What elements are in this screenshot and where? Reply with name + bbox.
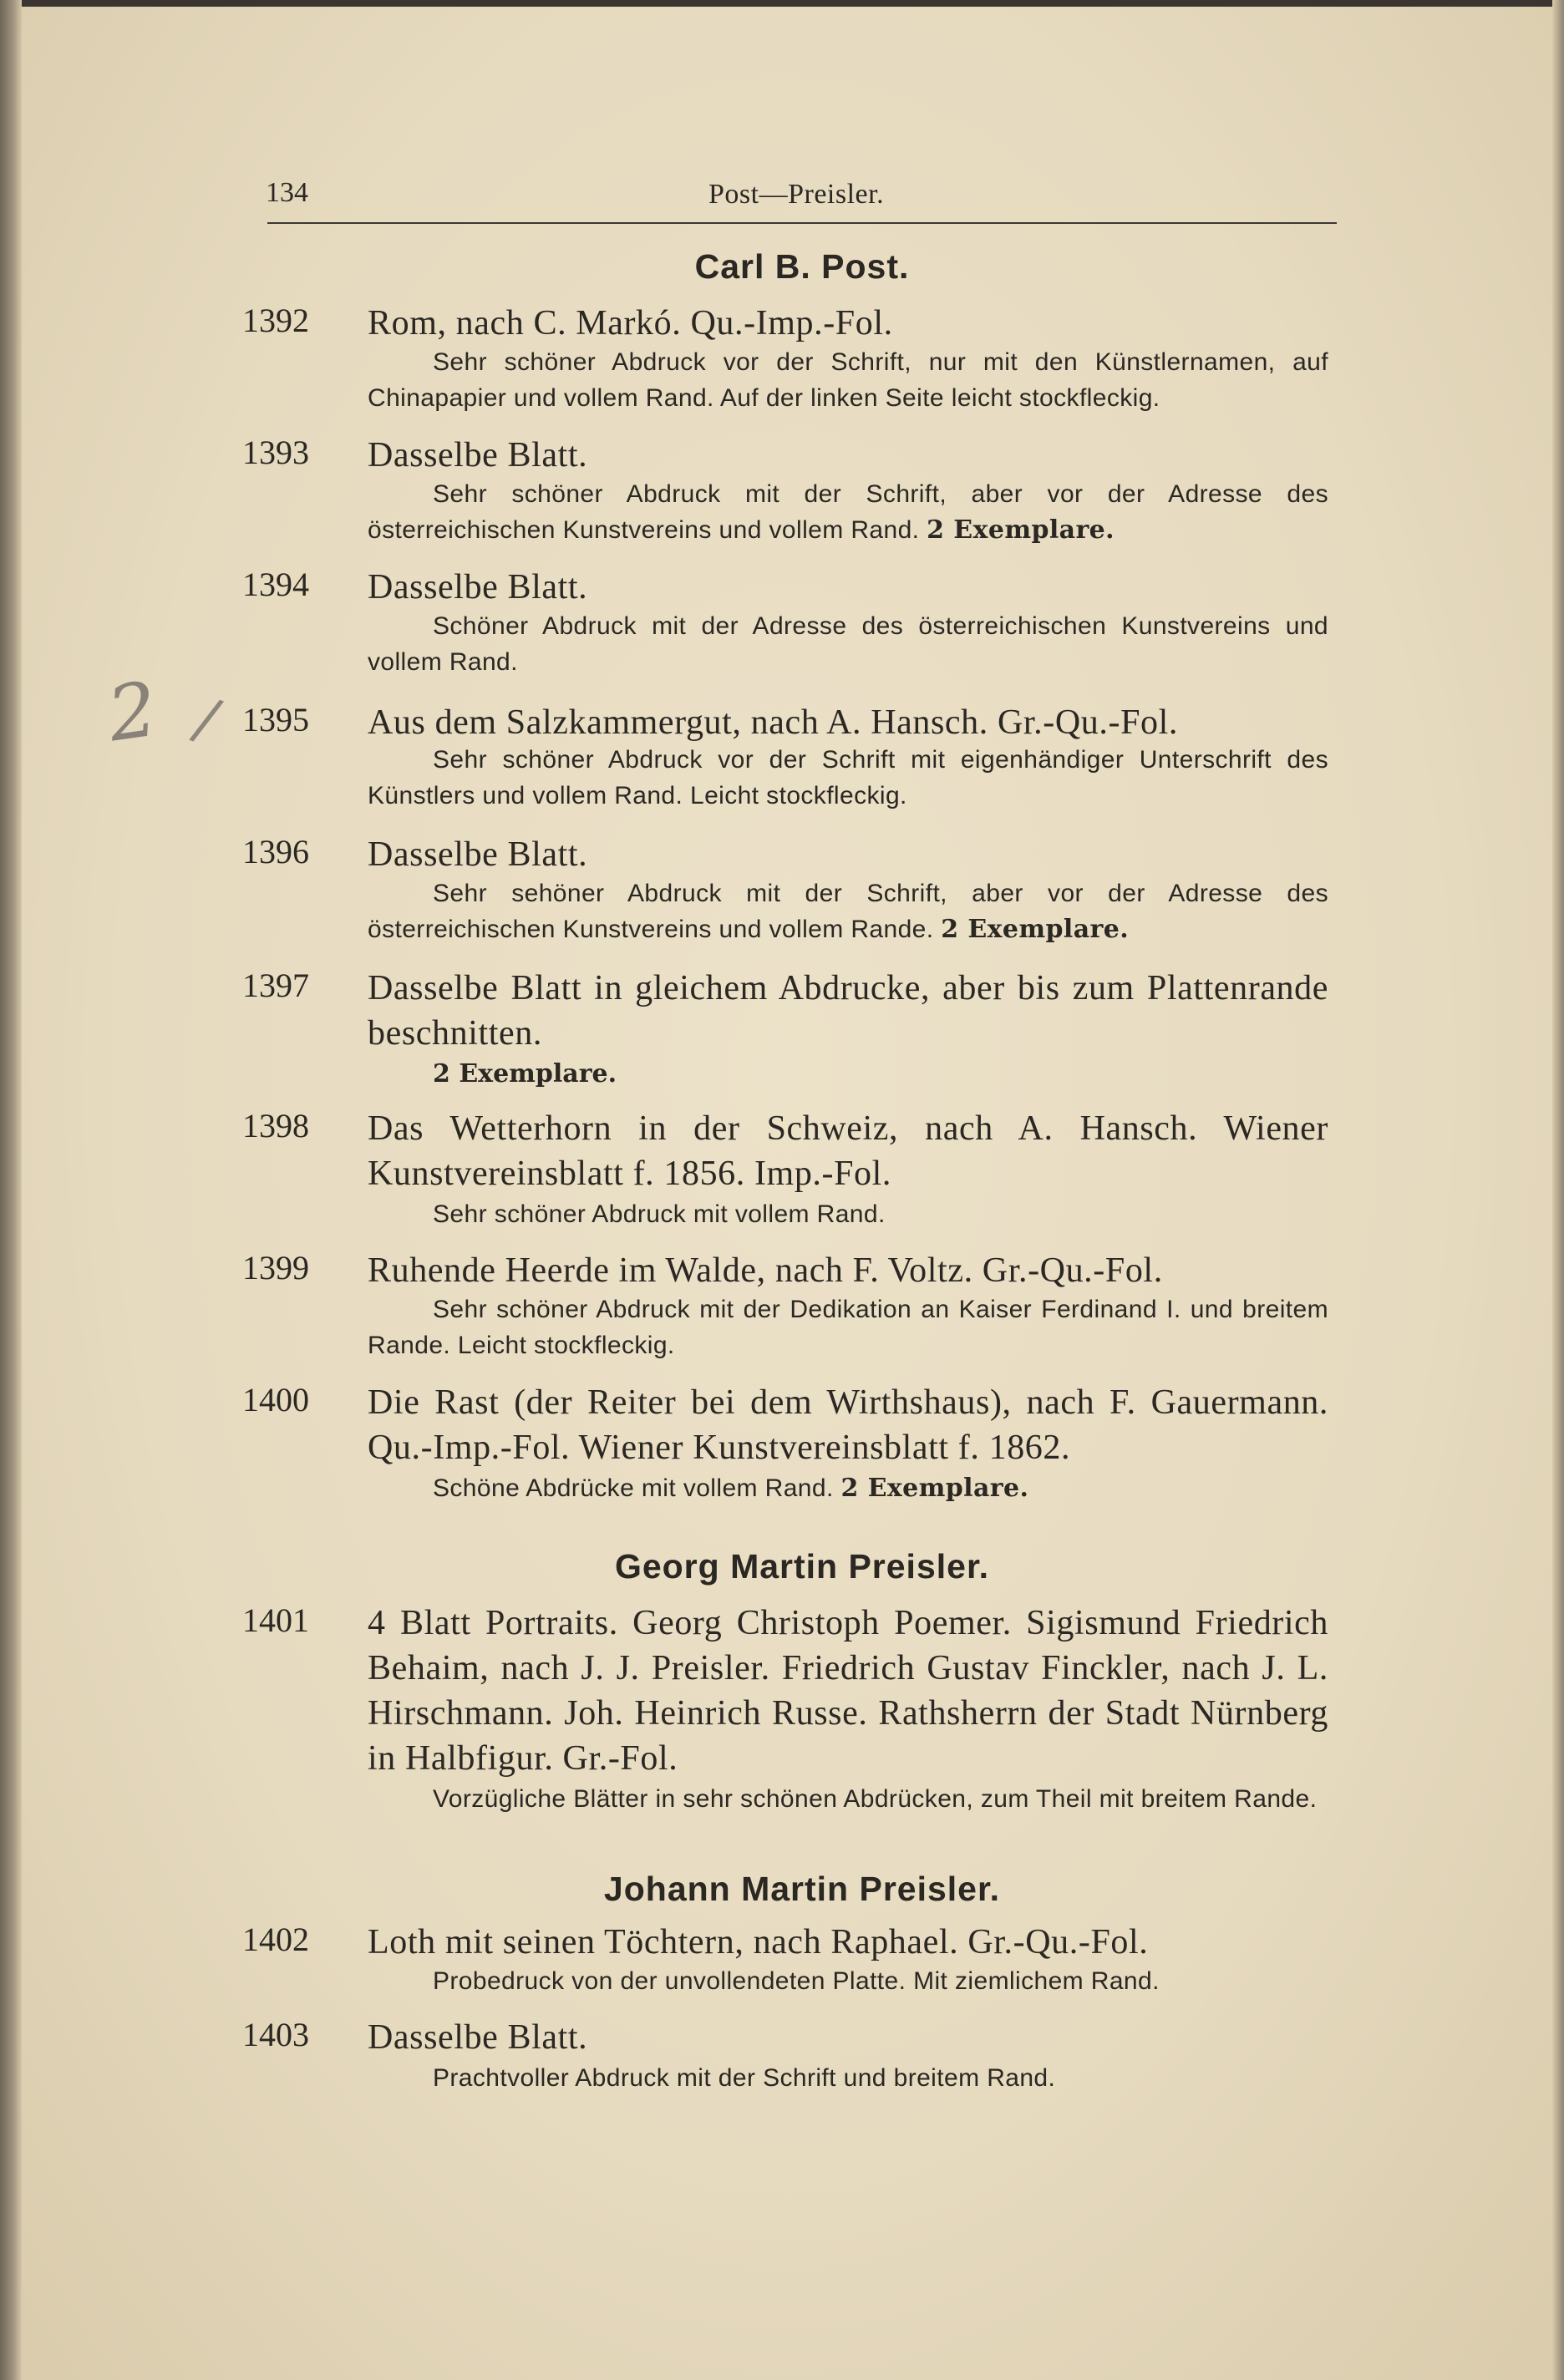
section-heading-georg-martin-preisler: Georg Martin Preisler. xyxy=(614,1547,990,1586)
section-heading-carl-b-post: Carl B. Post. xyxy=(694,247,910,286)
entry-title: Rom, nach C. Markó. Qu.-Imp.-Fol. xyxy=(368,304,893,343)
entry-title: 4 Blatt Portraits. Georg Christoph Poemer. Sigismund Friedrich Behaim, nach J. J. Preisler. Friedrich Gustav Finckler, nach J. L. Hirschmann. Joh. Heinrich Russe. Rathsherrn der Stadt Nürnberg in Halbfigur. Gr.-Fol. xyxy=(368,1604,1328,1778)
entry-title: Dasselbe Blatt. xyxy=(368,2018,588,2057)
entry-note xyxy=(368,476,1328,548)
entry-note: Sehr schöner Abdruck vor der Schrift, nur mit den Künstlernamen, auf Chinapapier und vollem Rand. Auf der linken Seite leicht stockfleckig. xyxy=(368,348,1328,412)
entry-note: Prachtvoller Abdruck mit der Schrift und breitem Rand. xyxy=(433,2064,1056,2092)
lot-number: 1396 xyxy=(242,833,309,870)
entry-title: Ruhende Heerde im Walde, nach F. Voltz. Gr.-Qu.-Fol. xyxy=(368,1251,1163,1290)
copies-label: 2 Exemplare. xyxy=(927,515,1115,545)
entry-note: Sehr schöner Abdruck mit vollem Rand. xyxy=(433,1200,886,1228)
lot-number: 1398 xyxy=(242,1107,309,1144)
entry-title: Dasselbe Blatt in gleichem Abdrucke, aber bis zum Plattenrande beschnitten. xyxy=(368,969,1328,1053)
copies-label: 2 Exemplare. xyxy=(433,1059,617,1089)
entry-title: Dasselbe Blatt. xyxy=(368,436,588,474)
lot-number: 1395 xyxy=(242,701,309,738)
lot-number: 1400 xyxy=(242,1381,309,1418)
page-number: 134 xyxy=(266,177,308,208)
copies-label: 2 Exemplare. xyxy=(941,915,1130,944)
page-header xyxy=(266,170,1338,217)
lot-number: 1399 xyxy=(242,1249,309,1286)
entry-title: Aus dem Salzkammergut, nach A. Hansch. Gr.-Qu.-Fol. xyxy=(368,703,1179,742)
pencil-annotation: 2 xyxy=(102,665,163,759)
entry-title: Das Wetterhorn in der Schweiz, nach A. Hansch. Wiener Kunstvereinsblatt f. 1856. Imp.-Fol. xyxy=(368,1109,1328,1193)
entry-title: Dasselbe Blatt. xyxy=(368,835,588,874)
running-head: Post—Preisler. xyxy=(708,179,885,210)
lot-number: 1393 xyxy=(242,434,309,471)
pencil-tick-mark: / xyxy=(185,683,228,755)
lot-number: 1402 xyxy=(242,1921,309,1958)
header-rule xyxy=(267,222,1337,224)
entry-note xyxy=(368,875,1328,947)
entry-title: Die Rast (der Reiter bei dem Wirthshaus), nach F. Gauermann. Qu.-Imp.-Fol. Wiener Kunstvereinsblatt f. 1862. xyxy=(368,1383,1328,1467)
lot-number: 1397 xyxy=(242,967,309,1004)
scan-top-edge xyxy=(0,0,1564,7)
entry-note-text: Schöne Abdrücke mit vollem Rand. xyxy=(433,1474,834,1502)
entry-note xyxy=(368,1470,1328,1506)
entry-note: Vorzügliche Blätter in sehr schönen Abdrücken, zum Theil mit breitem Rande. xyxy=(433,1785,1318,1813)
section-heading-johann-martin-preisler: Johann Martin Preisler. xyxy=(603,1870,1001,1908)
copies-label: 2 Exemplare. xyxy=(840,1474,1029,1503)
entry-note-text: Sehr sehöner Abdruck mit der Schrift, aber vor der Adresse des österreichischen Kunstvereins und vollem Rande. xyxy=(368,880,1328,943)
lot-number: 1394 xyxy=(242,566,309,603)
entry-note: Probedruck von der unvollendeten Platte. Mit ziemlichem Rand. xyxy=(433,1967,1160,1995)
book-spine-shadow xyxy=(0,0,22,2380)
entry-note-text: Sehr schöner Abdruck mit der Schrift, aber vor der Adresse des österreichischen Kunstvereins und vollem Rand. xyxy=(368,480,1328,544)
lot-number: 1401 xyxy=(242,1601,309,1639)
entry-note: Sehr schöner Abdruck vor der Schrift mit eigenhändiger Unterschrift des Künstlers und vollem Rand. Leicht stockfleckig. xyxy=(368,746,1328,809)
entry-title: Dasselbe Blatt. xyxy=(368,568,588,606)
entry-title: Loth mit seinen Töchtern, nach Raphael. Gr.-Qu.-Fol. xyxy=(368,1923,1149,1961)
entry-note: Schöner Abdruck mit der Adresse des österreichischen Kunstvereins und vollem Rand. xyxy=(368,612,1328,676)
entry-note: Sehr schöner Abdruck mit der Dedikation an Kaiser Ferdinand I. und breitem Rande. Leicht stockfleckig. xyxy=(368,1296,1328,1359)
lot-number: 1392 xyxy=(242,302,309,339)
lot-number: 1403 xyxy=(242,2016,309,2053)
page-right-edge xyxy=(1552,0,1564,2380)
